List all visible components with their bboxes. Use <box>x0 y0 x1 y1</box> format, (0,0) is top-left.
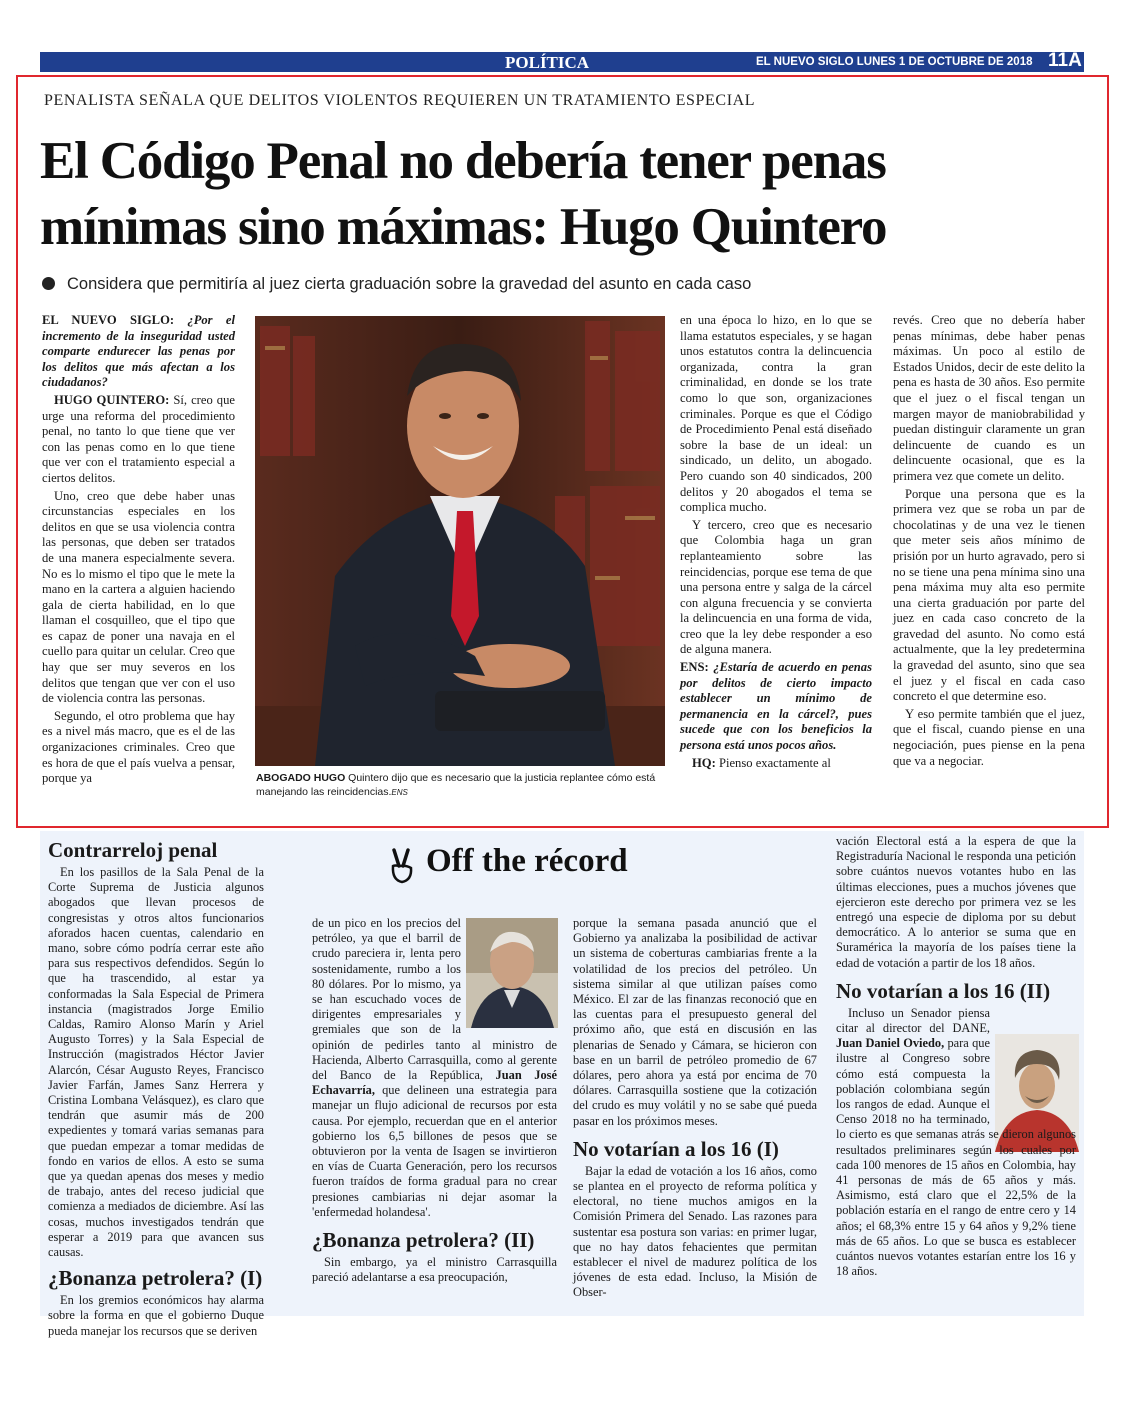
article-column-1 <box>42 313 235 789</box>
caption-lead: ABOGADO HUGO <box>256 772 346 784</box>
paragraph: Y tercero, creo que es necesario que Colombia haga un gran replanteamiento sobre las reincidencias, porque ese tema de que una persona entre y salga de la cárcel con alguna frecuencia y se convierta la delincuencia en una forma de vida, creo que la ley debe responder a eso de alguna manera. <box>680 517 872 657</box>
otr-heading: No votarían a los 16 (II) <box>836 978 1051 1003</box>
page-number: 11A <box>1048 50 1082 71</box>
otr-heading: ¿Bonanza petrolera? (I) <box>48 1266 263 1291</box>
otr-column-2 <box>312 916 557 1287</box>
photo-caption: ABOGADO HUGO Quintero dijo que es necesario que la justicia replantee cómo está manejando las reincidencias.ENS <box>256 772 656 798</box>
interviewer-label: EL NUEVO SIGLO: <box>42 313 175 327</box>
bullet-icon <box>42 277 55 290</box>
answer-2: HQ: Pienso exactamente al <box>692 755 831 770</box>
otr-heading: Contrarreloj penal <box>48 838 218 862</box>
deck-text: Considera que permitiría al juez cierta graduación sobre la gravedad del asunto en cada caso <box>67 275 752 293</box>
otr-column-3 <box>573 916 817 1303</box>
otr-heading: No votarían a los 16 (I) <box>573 1136 779 1161</box>
paragraph: Y eso permite también que el juez, que el fiscal, cuando piense en una negociación, pues piense en la pena que va a negociar. <box>893 706 1085 768</box>
paragraph: de un pico en los precios del petróleo, ya que el barril de crudo pareciera ir, lenta pero sostenidamente, rumbo a los 80 dólares. Por lo mismo, ya se han escuchado voces de dirigentes empresariales y gremiales que son de la opinión de pedirles tanto al ministro de Hacienda, Alberto Carrasquilla, como al gerente del Banco de la República, Juan José Echavarría, que delineen una estrategia para manejar un flujo adicional de recursos por esta causa. Por ejemplo, recuerdan que en el anterior gobierno los 6,5 billones de pesos que se obtuvieron por la venta de Isagen se invirtieron en vías de Cuarta Generación, pero los recursos fueron traídos de forma gradual para no crear presiones cambiarias ni dejar asomar la 'enfermedad holandesa'. <box>312 916 557 1219</box>
otr-column-1 <box>48 838 264 1341</box>
paragraph: Sin embargo, ya el ministro Carrasquilla pareció adelantarse a esa preocupación, <box>312 1255 557 1285</box>
interviewee-label: HUGO QUINTERO: <box>54 392 170 407</box>
article-deck <box>42 275 751 294</box>
off-the-record-title: Off the récord <box>426 843 628 879</box>
article-kicker: PENALISTA SEÑALA QUE DELITOS VIOLENTOS REQUIEREN UN TRATAMIENTO ESPECIAL <box>44 92 756 109</box>
answer-1: HUGO QUINTERO: Sí, creo que urge una reforma del procedimiento penal, no tanto lo que tiene que ver con las penas como en lo que tiene que ver con el tratamiento especial a ciertos delitos. <box>42 392 235 485</box>
otr-heading: ¿Bonanza petrolera? (II) <box>312 1228 535 1253</box>
headline-line-1: El Código Penal no debería tener penas <box>40 132 886 190</box>
victory-hand-icon <box>388 848 416 884</box>
paragraph: Uno, creo que debe haber unas circunstancias especiales en los delitos en que se usa violencia contra las personas, que deben ser tratados de una manera especialmente severa. No es lo mismo el tipo que le mete la mano en la cartera a alguien haciendo gala de cierta habilidad, en lo que llaman el cosquilleo, que el tipo que es capaz de poner una navaja en el cuello para quitar un celular. Creo que hay que ser muy severos en los delitos que tengan que ver con el uso de violencia contra las personas. <box>42 488 235 706</box>
section-label: POLÍTICA <box>505 53 590 72</box>
paragraph: en una época lo hizo, en lo que se llama estatutos especiales, y se hagan unos estatutos contra la delincuencia organizada, contra la gran criminalidad, en donde se los trate como lo que son, organizaciones criminales. Porque es que el Código de Procedimiento Penal está diseñado sobre la base de un ideal: un sindicado, un delito, un abogado. Pero cuando son 40 sindicados, 200 delitos y 20 abogados el tema se complica mucho. <box>680 313 872 515</box>
otr-column-4 <box>836 834 1076 1281</box>
newspaper-date-line: EL NUEVO SIGLO LUNES 1 DE OCTUBRE DE 2018 <box>756 56 1033 68</box>
question-2: ENS: ¿Estaría de acuerdo en penas por delitos de cierto impacto establecer un mínimo de permanencia en la cárcel?, pues sucede que con los beneficios la persona está unos pocos años. <box>680 660 872 753</box>
photo-credit: ENS <box>391 788 408 797</box>
hugo-quintero-photo <box>255 316 665 766</box>
paragraph: revés. Creo que no debería haber penas mínimas, debe haber penas máximas. Un poco al estilo de Estados Unidos, decir de este delito la pena es hasta de 30 años. Eso permite que el juez o el fiscal tengan un margen mayor de maniobrabilidad y puedan distinguir claramente un gran delincuente de cuando es un delincuente ocasional, que es la primera vez que comete un delito. <box>893 313 1086 483</box>
paragraph: vación Electoral está a la espera de que la Registraduría Nacional le responda una petición sobre cuántos nuevos votantes hubo en las últimas elecciones, pues a muchos jóvenes que ejercieron este derecho por primera vez se les entregó una especie de diploma por su debut democrático. A lo anterior se suma que en Suramérica la mayoría de los países tiene la edad de votación a partir de los 18 años. <box>836 834 1076 970</box>
article-headline <box>40 128 1090 260</box>
paragraph: porque la semana pasada anunció que el Gobierno ya analizaba la posibilidad de activar un sistema de coberturas cambiarias frente a la volatilidad de los precios del petróleo. Un sistema similar al que utilizan países como México. El zar de las finanzas reconoció que en las cuentas para el presupuesto general del próximo año, que está en discusión en las plenarias de Senado y Cámara, se hicieron con base en un barril de petróleo promedio de 67 dólares, pero ahora ya está por encima de 70 dólares. Carrasquilla sostiene que la cotización del crudo es muy volátil y no se sabe qué pueda pasar en los próximos meses. <box>573 916 817 1128</box>
paragraph: En los pasillos de la Sala Penal de la Corte Suprema de Justicia algunos abogados que llevan procesos de congresistas y otros altos funcionarios aforados hacen cuentas, calendario en mano, sobre cómo podría cerrar este año para sus respectivos defendidos. Según lo que ha trascendido, al estar ya conformadas la Sala Especial de Primera instancia (magistrados Jorge Emilio Caldas, Ramiro Alonso Marín y Ariel Augusto Torres) y la Sala Especial de Instrucción (magistrados Héctor Javier Alarcón, César Augusto Reyes, Francisco Javier Farfán, James Sanz Herrera y Cristina Lombana Velásquez), es claro que tendrán que asumir más de 200 expedientes y tomará varias semanas para que puedan empezar a tomar medidas de fondo en varios de ellos. A esto se suma que ya quedan apenas dos meses y medio de trabajo, antes del receso judicial que comienza a mediados de diciembre. Así las cosas, muchos investigados tendrán que esperar a 2019 para que avancen sus causas. <box>48 865 264 1260</box>
paragraph: Incluso un Senador piensa citar al director del DANE, Juan Daniel Oviedo, para que ilustre al Congreso sobre cómo está compuesta la población colombiana según los rangos de edad. Aunque el Censo 2018 no ha terminado, lo cierto es que semanas atrás se dieron algunos resultados preliminares según los cuales por cada 100 menores de 15 años en Colombia, hay 41 personas de más de 65 años y más. Asimismo, está claro que el 22,5% de la población estaría en el rango de entre cero y 14 años; el 68,3% entre 15 y 64 años y 9,2% tiene más de 65 años. Lo que se busca es establecer cuántos nuevos votantes estarían entre los 16 y 18 años. <box>836 1005 1076 1279</box>
paragraph: Segundo, el otro problema que hay es a nivel más macro, que es el de las organizaciones criminales. Creo que es hora de que el país vuelva a pensar, porque ya <box>42 708 235 786</box>
question-1: EL NUEVO SIGLO: ¿Por el incremento de la inseguridad usted comparte endurecer las penas por los delitos que más afectan a los ciudadanos? <box>42 313 235 390</box>
article-column-4 <box>893 313 1085 771</box>
article-column-3 <box>680 313 872 773</box>
headline-line-2: mínimas sino máximas: Hugo Quintero <box>40 198 887 256</box>
paragraph: Bajar la edad de votación a los 16 años, como se plantea en el proyecto de reforma política y electoral, no tiene muchos amigos en la Comisión Primera del Senado. Las razones para sustentar esa postura son varias: en primer lugar, que no hay datos fehacientes que permitan establecer el nivel de madurez política de los jóvenes de esta edad. Incluso, la Misión de Obser- <box>573 1163 817 1300</box>
paragraph: En los gremios económicos hay alarma sobre la forma en que el gobierno Duque pueda manejar los recursos que se deriven <box>48 1293 264 1338</box>
paragraph: Porque una persona que es la primera vez que se roba un par de chocolatinas y de una vez le tienen que meter seis años mínimo de prisión por un hurto agravado, pero si no se tiene una pena mínima sino una pena máxima muy alta eso permite una cierta graduación por parte del juez en cada caso concreto de la gravedad del asunto. No como está actualmente, que la ley predetermina la gravedad del asunto, sino que sea el juez y el fiscal en cada caso concreto el que determine eso. <box>893 486 1085 704</box>
